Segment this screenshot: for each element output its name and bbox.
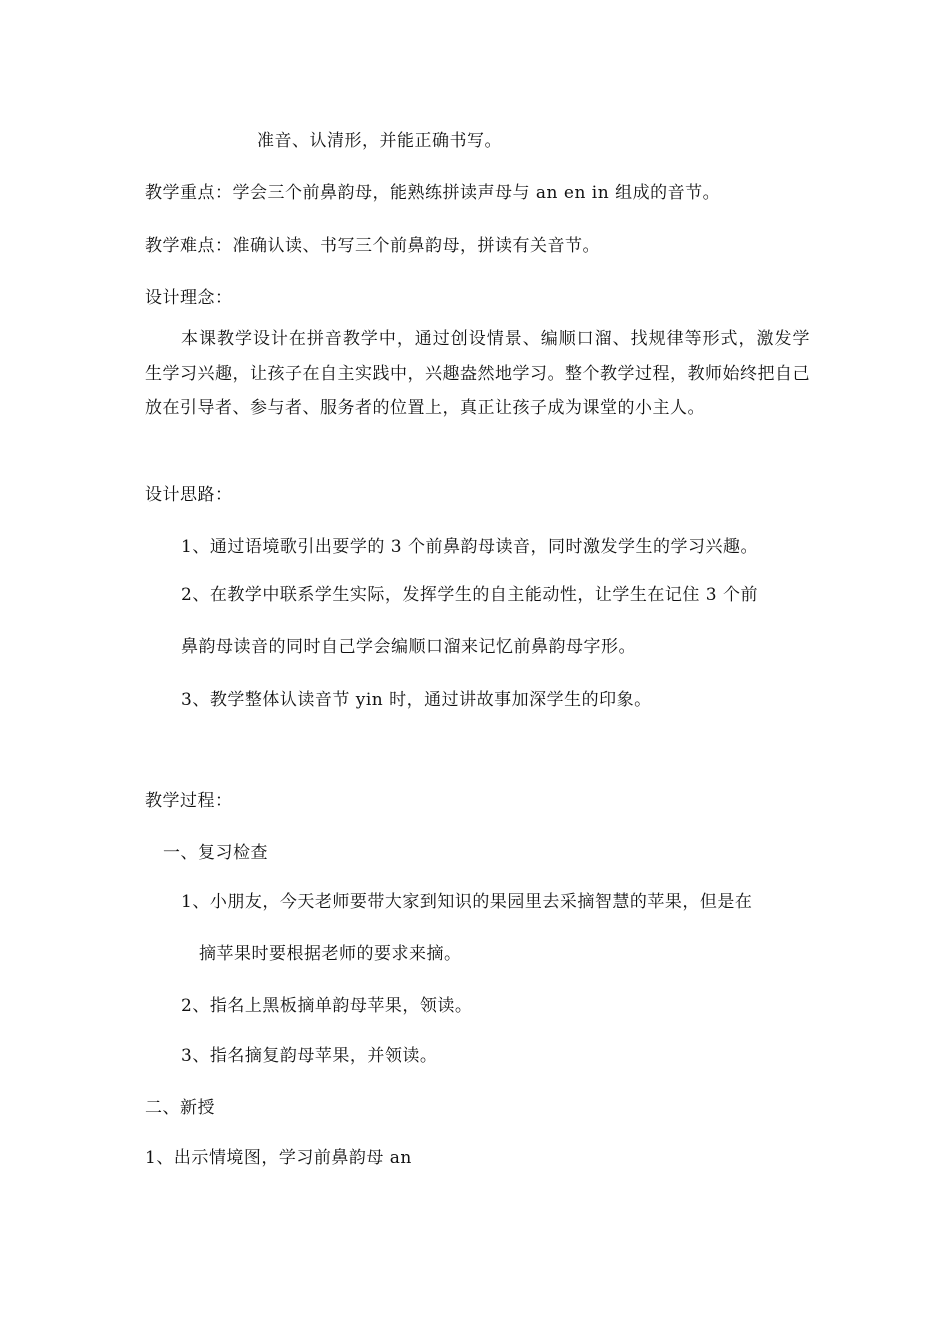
review-item-2: 2、指名上黑板摘单韵母苹果，领读。 — [181, 996, 473, 1016]
design-idea-heading: 设计思路： — [145, 485, 233, 505]
design-idea-item-1: 1、通过语境歌引出要学的 3 个前鼻韵母读音，同时激发学生的学习兴趣。 — [181, 537, 758, 557]
key-point: 教学重点：学会三个前鼻韵母，能熟练拼读声母与 an en in 组成的音节。 — [145, 183, 721, 203]
teaching-process-heading: 教学过程： — [145, 791, 233, 811]
text-line-continued: 准音、认清形，并能正确书写。 — [257, 131, 502, 151]
section-2-heading: 二、新授 — [145, 1098, 215, 1118]
design-idea-item-2-line-2: 鼻韵母读音的同时自己学会编顺口溜来记忆前鼻韵母字形。 — [181, 637, 636, 657]
difficult-point: 教学难点：准确认读、书写三个前鼻韵母，拼读有关音节。 — [145, 236, 600, 256]
section-1-heading: 一、复习检查 — [163, 843, 268, 863]
design-concept-heading: 设计理念： — [145, 288, 233, 308]
review-item-3: 3、指名摘复韵母苹果，并领读。 — [181, 1046, 438, 1066]
design-idea-item-3: 3、教学整体认读音节 yin 时，通过讲故事加深学生的印象。 — [181, 690, 652, 710]
new-item-1: 1、出示情境图，学习前鼻韵母 an — [145, 1148, 412, 1168]
review-item-1-line-2: 摘苹果时要根据老师的要求来摘。 — [199, 944, 462, 964]
design-idea-item-2-line-1: 2、在教学中联系学生实际，发挥学生的自主能动性，让学生在记住 3 个前 — [181, 585, 758, 605]
design-concept-paragraph: 本课教学设计在拼音教学中，通过创设情景、编顺口溜、找规律等形式，激发学生学习兴趣，让孩子在自主实践中，兴趣盎然地学习。整个教学过程，教师始终把自己放在引导者、参与者、服务者的位置上，真正让孩子成为课堂的小主人。 — [145, 329, 810, 418]
review-item-1-line-1: 1、小朋友，今天老师要带大家到知识的果园里去采摘智慧的苹果，但是在 — [181, 892, 753, 912]
